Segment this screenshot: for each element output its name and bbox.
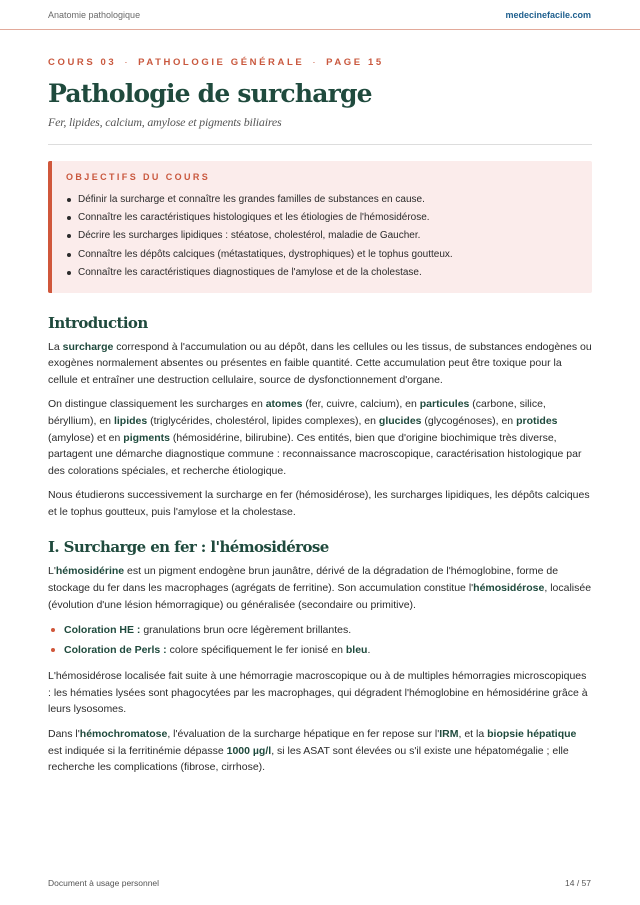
page-title: Pathologie de surcharge <box>48 79 372 108</box>
objective-item: Connaître les caractéristiques diagnostiques de l'amylose et de la cholestase. <box>66 264 578 282</box>
section-paragraph: L'hémosidérine est un pigment endogène brun jaunâtre, dérivé de la dégradation de l'hémoglobine, forme de stockage du fer dans les macrophages (agrégats de ferritine). Son accumulation constitue l'hémosidérose, localisée (évolution d'une lésion hémorragique) ou généralisée (secondaire ou primitive). <box>48 565 592 611</box>
keyword: hémochromatose <box>79 728 168 741</box>
objective-item: Connaître les caractéristiques histologiques et les étiologies de l'hémosidérose. <box>66 209 578 227</box>
intro-paragraph: Nous étudierons successivement la surcharge en fer (hémosidérose), les surcharges lipidiques, les dépôts calciques et le tophus goutteux, puis l'amylose et la cholestase. <box>48 489 590 518</box>
keyword: pigments <box>123 431 170 444</box>
section-heading-hemosiderose: I. Surcharge en fer : l'hémosidérose <box>48 538 329 557</box>
keyword: lipides <box>113 414 148 427</box>
course-title: Anatomie pathologique <box>48 9 141 20</box>
intro-paragraph: On distingue classiquement les surcharges en atomes (fer, cuivre, calcium), en particules (carbone, silice, béryllium), en lipides (triglycérides, cholestérol, lipides complexes), en glucides (glycogénoses), en protides (amylose) et en pigments (hémosidérine, bilirubine). Ces entités, bien que d'origine biochimique très diverse, partagent une démarche diagnostique commune : reconnaissance macroscopique, caractérisation histologique par des colorations spéciales, et recherche étiologique. <box>48 398 582 477</box>
module-name: PATHOLOGIE GÉNÉRALE <box>138 57 305 68</box>
document-body <box>0 57 640 776</box>
keyword: atomes <box>265 398 303 411</box>
keyword: 1000 µg/l <box>226 744 272 757</box>
stain-item: Coloration HE : granulations brun ocre légèrement brillantes. <box>48 620 592 640</box>
objective-item: Décrire les surcharges lipidiques : stéatose, cholestérol, maladie de Gaucher. <box>66 227 578 245</box>
page-label: PAGE 15 <box>326 57 384 68</box>
keyword: surcharge <box>62 340 114 353</box>
intro-paragraph: La surcharge correspond à l'accumulation ou au dépôt, dans les cellules ou les tissus, de substances endogènes ou exogènes normalement absentes ou présentes en faible quantité. Cette accumulation peut être toxique pour la cellule et entraîner une destruction cellulaire, source de dysfonctionnement d'organe. <box>48 340 592 386</box>
keyword: bleu <box>345 644 368 657</box>
keyword: glucides <box>378 414 422 427</box>
stain-term: Coloration de Perls : <box>64 644 167 657</box>
objective-item: Connaître les dépôts calciques (métastatiques, dystrophiques) et le tophus goutteux. <box>66 246 578 264</box>
breadcrumb <box>48 57 592 68</box>
separator-dot: · <box>312 57 319 68</box>
objectives-box <box>48 161 592 293</box>
page-footer <box>48 878 591 888</box>
objective-item: Définir la surcharge et connaître les grandes familles de substances en cause. <box>66 191 578 209</box>
page-number: 14 / 57 <box>565 878 591 888</box>
course-number: COURS 03 <box>48 57 117 68</box>
keyword: hémosidérose <box>473 582 545 595</box>
keyword: biopsie hépatique <box>487 728 577 741</box>
keyword: particules <box>419 398 470 411</box>
keyword: protides <box>516 414 558 427</box>
footer-note: Document à usage personnel <box>48 878 160 888</box>
objectives-heading: OBJECTIFS DU COURS <box>66 171 211 182</box>
section-paragraph: Dans l'hémochromatose, l'évaluation de la surcharge hépatique en fer repose sur l'IRM, et la biopsie hépatique est indiquée si la ferritinémie dépasse 1000 µg/l, si les ASAT sont élevées ou s'il existe une hépatomégalie ; elle recherche les complications (fibrose, cirrhose). <box>48 728 577 774</box>
stain-term: Coloration HE : <box>64 624 141 637</box>
objectives-list <box>66 191 578 283</box>
section-paragraph: L'hémosidérose localisée fait suite à une hémorragie macroscopique ou à de multiples hémorragies microscopiques : les hématies lysées sont phagocytées par les macrophages, qui dégradent l'hémoglobine en hémosidérine grâce à leurs lysosomes. <box>48 670 588 716</box>
stain-list <box>48 620 592 660</box>
page-subtitle: Fer, lipides, calcium, amylose et pigments biliaires <box>48 114 282 129</box>
stain-item: Coloration de Perls : colore spécifiquement le fer ionisé en bleu. <box>48 640 592 660</box>
divider <box>48 144 592 145</box>
keyword: hémosidérine <box>55 565 125 578</box>
section-heading-introduction: Introduction <box>48 313 148 332</box>
keyword: IRM <box>439 728 459 741</box>
page-header <box>0 0 640 30</box>
site-link[interactable]: medecinefacile.com <box>505 9 591 20</box>
separator-dot: · <box>124 57 131 68</box>
